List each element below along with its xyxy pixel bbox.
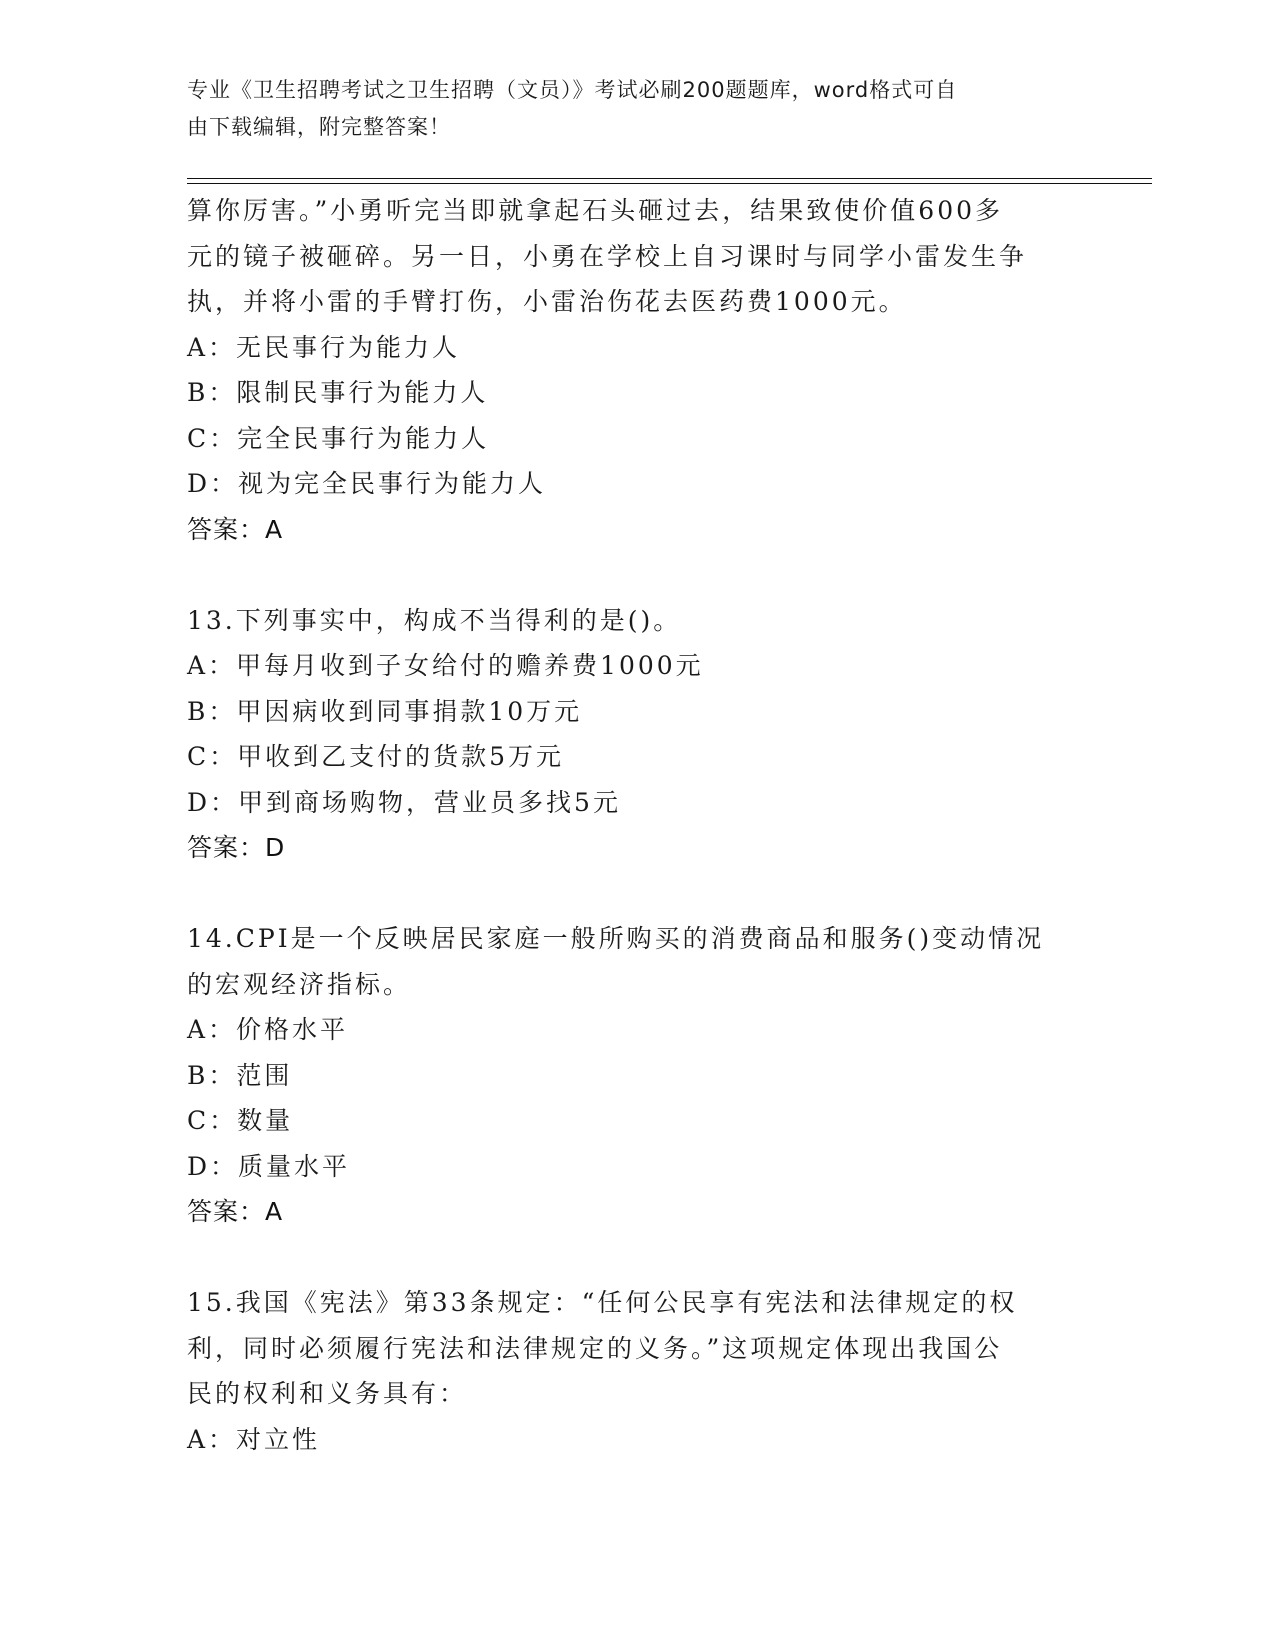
option-a: A：无民事行为能力人 xyxy=(187,332,461,362)
option-d: D：质量水平 xyxy=(187,1151,351,1181)
spacer xyxy=(187,552,1077,598)
question-text-line: 民的权利和义务具有： xyxy=(187,1379,468,1408)
answer-line: 答案：A xyxy=(187,514,284,544)
header-title-line-1: 专业《卫生招聘考试之卫生招聘（文员）》考试必刷200题题库，word格式可自 xyxy=(187,78,958,102)
option-a: A：对立性 xyxy=(187,1424,321,1454)
question-text-line: 14.CPI是一个反映居民家庭一般所购买的消费商品和服务()变动情况 xyxy=(187,924,1045,953)
option-b: B：限制民事行为能力人 xyxy=(187,378,489,407)
option-a: A：价格水平 xyxy=(187,1015,349,1044)
option-c: C：数量 xyxy=(187,1106,294,1135)
question-text-line: 13.下列事实中，构成不当得利的是()。 xyxy=(187,605,682,635)
option-d: D：甲到商场购物，营业员多找5元 xyxy=(187,787,621,817)
answer-line: 答案：D xyxy=(187,833,286,862)
question-12-continuation xyxy=(187,188,1077,552)
option-b: B：范围 xyxy=(187,1060,293,1090)
question-text-line: 的宏观经济指标。 xyxy=(187,969,412,999)
question-15 xyxy=(187,1280,1077,1462)
question-text-line: 执，并将小雷的手臂打伤，小雷治伤花去医药费1000元。 xyxy=(187,287,907,316)
question-text-line: 15.我国《宪法》第33条规定：“任何公民享有宪法和法律规定的权 xyxy=(187,1288,1018,1317)
question-text-line: 元的镜子被砸碎。另一日，小勇在学校上自习课时与同学小雷发生争 xyxy=(187,241,1028,271)
option-b: B：甲因病收到同事捐款10万元 xyxy=(187,696,583,726)
question-text-line: 利，同时必须履行宪法和法律规定的义务。”这项规定体现出我国公 xyxy=(187,1333,1003,1363)
header-divider-bottom xyxy=(187,183,1152,184)
option-d: D：视为完全民事行为能力人 xyxy=(187,469,547,498)
answer-line: 答案：A xyxy=(187,1197,284,1226)
document-header xyxy=(187,72,1077,146)
question-14 xyxy=(187,916,1077,1235)
spacer xyxy=(187,1235,1077,1281)
header-title-line-2: 由下载编辑，附完整答案！ xyxy=(187,115,451,139)
spacer xyxy=(187,871,1077,917)
header-divider-top xyxy=(187,178,1152,179)
option-c: C：甲收到乙支付的货款5万元 xyxy=(187,742,565,771)
option-a: A：甲每月收到子女给付的赡养费1000元 xyxy=(187,651,704,680)
question-text-line: 算你厉害。”小勇听完当即就拿起石头砸过去，结果致使价值600多 xyxy=(187,196,1004,225)
document-body xyxy=(187,188,1077,1462)
option-c: C：完全民事行为能力人 xyxy=(187,423,490,453)
question-13 xyxy=(187,598,1077,871)
